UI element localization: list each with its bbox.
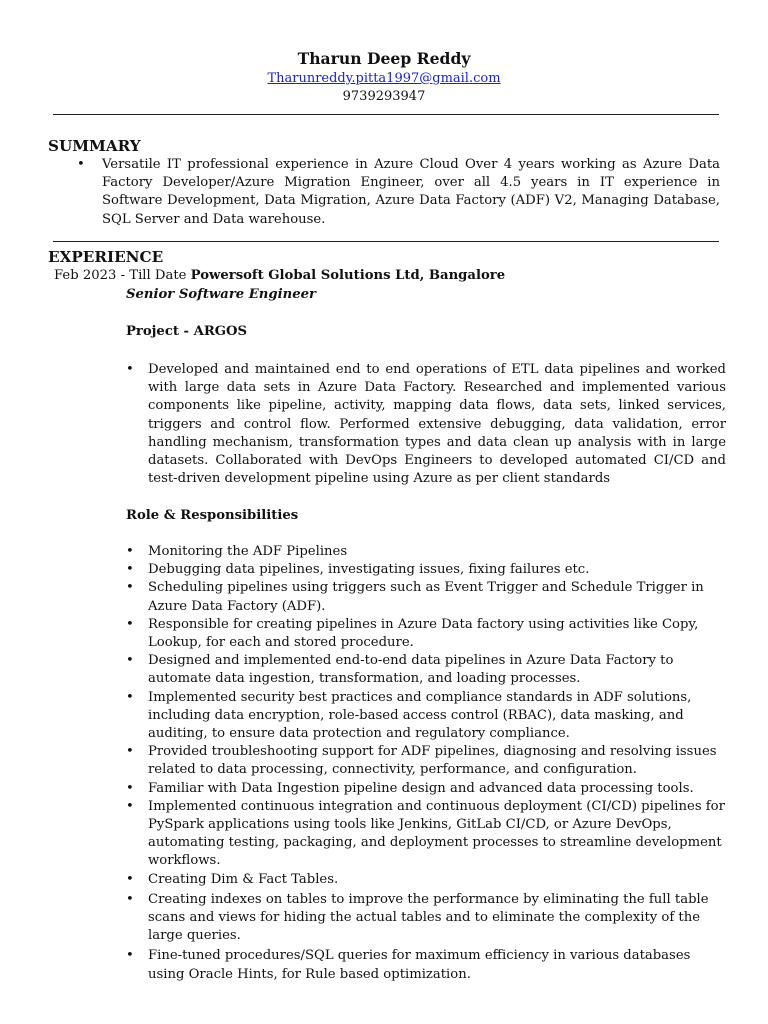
project-list <box>126 361 726 488</box>
responsibility-text: Designed and implemented end-to-end data pipelines in Azure Data Factory to automate data ingestion, transformation, and loading processes. <box>148 653 674 687</box>
responsibility-item <box>126 891 726 946</box>
bullet-icon: • <box>126 580 134 596</box>
bullet-icon: • <box>126 798 134 814</box>
bullet-icon: • <box>126 562 134 578</box>
responsibility-text: Implemented security best practices and compliance standards in ADF solutions, including data encryption, role-based access control (RBAC), data masking, and auditing, to ensure data protection and regulatory compliance. <box>148 689 692 742</box>
responsibility-item <box>126 543 726 561</box>
phone-number: 9739293947 <box>342 89 426 105</box>
responsibility-text: Monitoring the ADF Pipelines <box>148 544 348 559</box>
responsibility-item <box>126 780 726 798</box>
bullet-icon: • <box>126 871 134 887</box>
responsibility-item <box>126 743 726 779</box>
bullet-icon: • <box>126 653 134 669</box>
responsibility-text: Implemented continuous integration and continuous deployment (CI/CD) pipelines for PySpark applications using tools like Jenkins, GitLab CI/CD, or Azure DevOps, automating testing, packaging, and deployment processes to streamline development workflows. <box>148 798 725 869</box>
responsibility-text: Creating indexes on tables to improve the performance by eliminating the full table scans and views for hiding the actual tables and to eliminate the complexity of the large queries. <box>148 891 709 944</box>
bullet-icon: • <box>126 891 134 907</box>
responsibility-item <box>126 798 726 871</box>
responsibility-text: Provided troubleshooting support for ADF pipelines, diagnosing and resolving issues related to data processing, connectivity, performance, and configuration. <box>148 744 717 778</box>
responsibility-item <box>126 871 726 889</box>
responsibility-item <box>126 616 726 652</box>
responsibility-text: Fine-tuned procedures/SQL queries for maximum efficiency in various databases using Oracle Hints, for Rule based optimization. <box>148 948 691 982</box>
bullet-icon: • <box>126 616 134 632</box>
company-name: Powersoft Global Solutions Ltd, Bangalore <box>190 268 506 283</box>
responsibility-text: Familiar with Data Ingestion pipeline design and advanced data processing tools. <box>148 780 694 796</box>
responsibility-item <box>126 579 726 615</box>
experience-heading: EXPERIENCE <box>48 248 164 266</box>
bullet-icon: • <box>126 544 134 559</box>
responsibility-text: Creating Dim & Fact Tables. <box>148 871 339 887</box>
project-item <box>126 361 726 488</box>
responsibility-text: Scheduling pipelines using triggers such as Event Trigger and Schedule Trigger in Azure Data Factory (ADF). <box>148 580 704 614</box>
summary-list <box>48 156 720 229</box>
bullet-icon: • <box>126 362 134 377</box>
bullet-icon: • <box>126 780 134 796</box>
header-divider <box>53 114 719 115</box>
bullet-icon: • <box>126 948 134 964</box>
summary-heading: SUMMARY <box>48 137 141 155</box>
bullet-icon: • <box>77 157 85 172</box>
summary-item <box>48 156 720 229</box>
email-link[interactable]: Tharunreddy.pitta1997@gmail.com <box>267 71 501 86</box>
responsibilities-list <box>126 543 726 984</box>
summary-item-text: Versatile IT professional experience in Azure Cloud Over 4 years working as Azure Data Factory Developer/Azure Migration Engineer, over all 4.5 years in IT experience in Software Development, Data Migration, Azure Data Factory (ADF) V2, Managing Database, SQL Server and Data warehouse. <box>102 157 720 227</box>
project-item-text: Developed and maintained end to end operations of ETL data pipelines and worked with large data sets in Azure Data Factory. Researched and implemented various components like pipeline, activity, mapping data flows, data sets, linked services, triggers and control flow. Performed extensive debugging, data validation, error handling mechanism, transformation types and data clean up analysis with in large datasets. Collaborated with DevOps Engineers to developed automated CI/CD and test-driven development pipeline using Azure as per client standards <box>148 362 726 487</box>
candidate-name: Tharun Deep Reddy <box>297 49 471 68</box>
summary-divider <box>53 241 719 242</box>
project-title: Project - ARGOS <box>126 324 248 339</box>
job-role: Senior Software Engineer <box>126 287 316 302</box>
responsibility-item <box>126 689 726 744</box>
bullet-icon: • <box>126 744 134 760</box>
job-line <box>54 267 505 285</box>
responsibility-text: Debugging data pipelines, investigating issues, fixing failures etc. <box>148 562 590 578</box>
resume-header <box>0 48 768 106</box>
responsibility-text: Responsible for creating pipelines in Azure Data factory using activities like Copy, Lookup, for each and stored procedure. <box>148 616 699 651</box>
job-dates: Feb 2023 - Till Date <box>54 268 187 283</box>
responsibility-item <box>126 947 726 983</box>
responsibility-item <box>126 652 726 688</box>
responsibility-item <box>126 561 726 579</box>
bullet-icon: • <box>126 689 134 705</box>
responsibilities-heading: Role & Responsibilities <box>126 508 299 523</box>
